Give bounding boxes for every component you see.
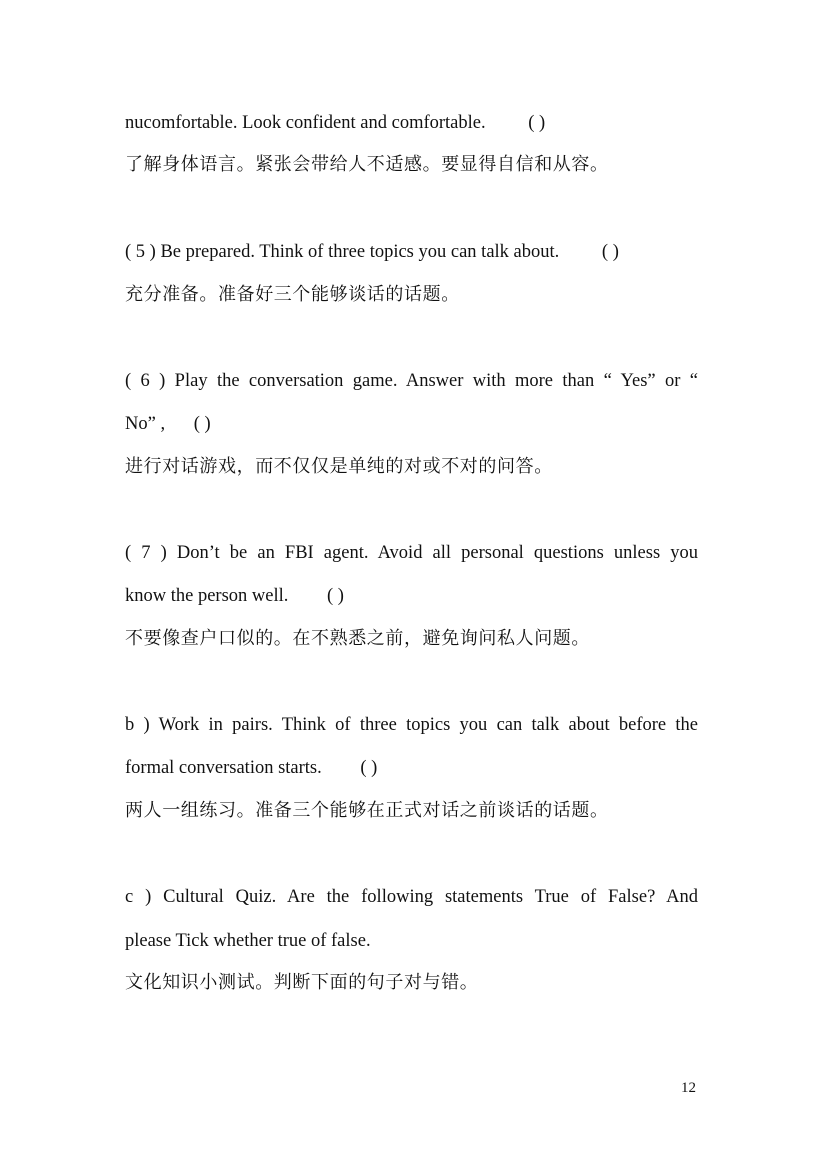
item-7-english-line-1: ( 7 ) Don’t be an FBI agent. Avoid all personal questions unless you [125, 543, 698, 563]
section-c-chinese: 文化知识小测试。判断下面的句子对与错。 [125, 972, 479, 993]
item-4-chinese: 了解身体语言。紧张会带给人不适感。要显得自信和从容。 [125, 154, 609, 175]
section-b-english-line-1: b ) Work in pairs. Think of three topics you can talk about before the [125, 715, 698, 735]
item-6-english-line-2 [125, 411, 698, 437]
item-5-chinese: 充分准备。准备好三个能够谈话的话题。 [125, 284, 460, 305]
item-4-english-end [125, 110, 698, 136]
page-number: 12 [681, 1080, 696, 1096]
item-6-chinese: 进行对话游戏，而不仅仅是单纯的对或不对的问答。 [125, 456, 553, 477]
item-7-answer-blank: ( ) [327, 586, 344, 606]
item-7-chinese: 不要像查户口似的。在不熟悉之前，避免询问私人问题。 [125, 628, 590, 649]
item-5-answer-blank: ( ) [601, 242, 619, 262]
section-b-text-end: formal conversation starts. [125, 758, 322, 778]
section-b-english-line-2 [125, 755, 698, 781]
section-b-answer-blank: ( ) [360, 758, 378, 778]
item-4-text: nucomfortable. Look confident and comfortable. [125, 113, 486, 133]
item-5-text: ( 5 ) Be prepared. Think of three topics you can talk about. [125, 242, 560, 262]
section-b-chinese: 两人一组练习。准备三个能够在正式对话之前谈话的话题。 [125, 800, 609, 821]
item-7-english-line-2 [125, 583, 698, 609]
item-5-english [125, 239, 698, 265]
item-6-english-line-1: ( 6 ) Play the conversation game. Answer with more than “ Yes” or “ [125, 371, 698, 391]
item-7-text-end: know the person well. [125, 586, 289, 606]
item-6-answer-blank: ( ) [193, 414, 211, 434]
item-4-answer-blank: ( ) [528, 113, 546, 133]
item-6-text-end: No” , [125, 414, 166, 434]
section-c-english-line-1: c ) Cultural Quiz. Are the following statements True of False? And [125, 887, 698, 907]
section-c-english-line-2: please Tick whether true of false. [125, 931, 371, 951]
